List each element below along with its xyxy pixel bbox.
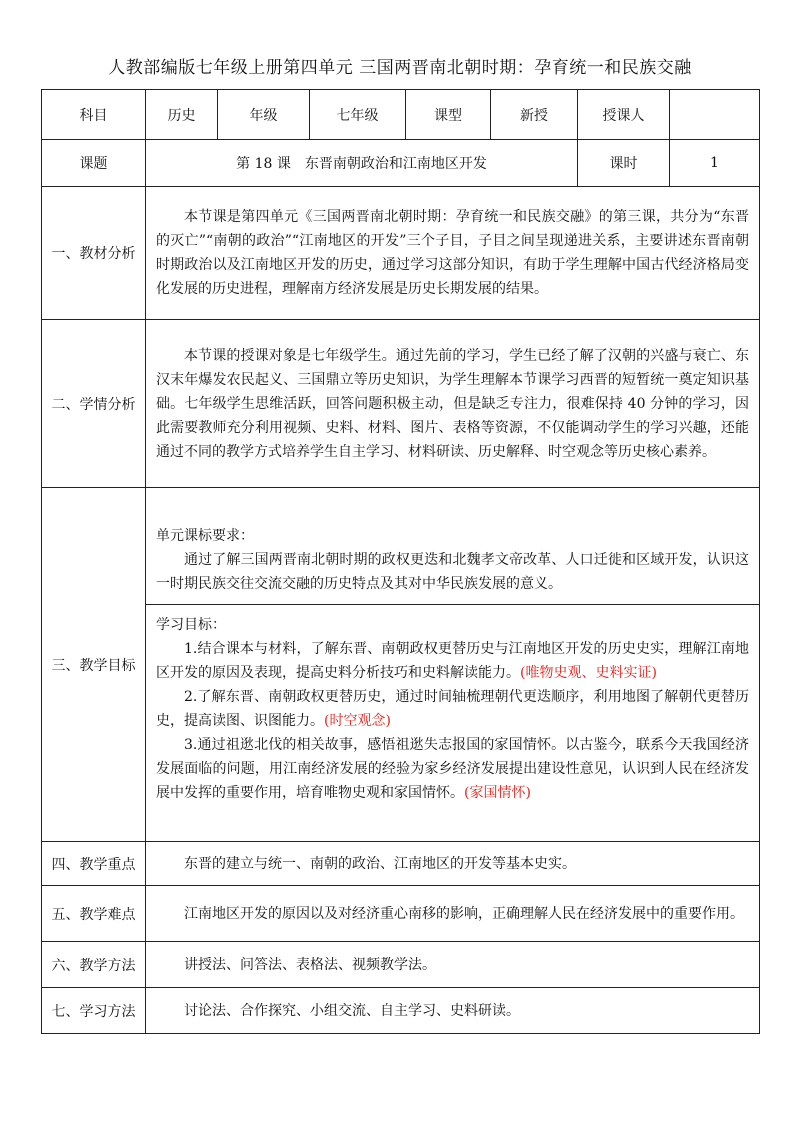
goal-text: 3.通过祖逖北伐的相关故事，感悟祖逖失志报国的家国情怀。以古鉴今，联系今天我国经济发展面临的问题，用江南经济发展的经验为家乡经济发展提出建设性意见，认识到人民在经济发展中发挥的重要作用，培育唯物史观和家国情怀。 — [156, 737, 749, 801]
document-title: 人教部编版七年级上册第四单元 三国两晋南北朝时期：孕育统一和民族交融 — [108, 58, 692, 78]
section-content — [146, 886, 760, 942]
section-content — [146, 942, 760, 988]
lesson-plan-table — [41, 89, 760, 1034]
lesson-type-label: 课型 — [406, 90, 491, 140]
section-content — [146, 988, 760, 1034]
grade-value: 七年级 — [310, 90, 406, 140]
section-label: 五、教学难点 — [42, 886, 146, 942]
lesson-type-value: 新授 — [491, 90, 578, 140]
teacher-value — [670, 90, 760, 140]
period-value: 1 — [670, 140, 760, 187]
literacy-tag: (唯物史观、史料实证) — [520, 665, 657, 681]
period-label: 课时 — [578, 140, 670, 187]
section-difficult-points — [42, 886, 760, 942]
literacy-tag: (时空观念) — [324, 713, 391, 729]
learning-goal-1 — [146, 637, 759, 685]
literacy-tag: (家国情怀) — [464, 785, 531, 801]
section-key-points — [42, 842, 760, 886]
curriculum-standard-heading: 单元课标要求： — [156, 528, 254, 544]
section-label: 三、教学目标 — [42, 488, 146, 842]
section-label: 六、教学方法 — [42, 942, 146, 988]
section-student-analysis — [42, 320, 760, 488]
subject-label: 科目 — [42, 90, 146, 140]
inner-divider — [146, 604, 759, 605]
section-label: 四、教学重点 — [42, 842, 146, 886]
header-row — [42, 90, 760, 140]
section-label: 二、学情分析 — [42, 320, 146, 488]
section-textbook-analysis — [42, 187, 760, 320]
teacher-label: 授课人 — [578, 90, 670, 140]
learning-goals-heading: 学习目标： — [156, 617, 226, 633]
learning-goal-2 — [146, 685, 759, 733]
curriculum-standard-text: 通过了解三国两晋南北朝时期的政权更迭和北魏孝文帝改革、人口迁徙和区域开发，认识这一时期民族交往交流交融的历史特点及其对中华民族发展的意义。 — [156, 552, 749, 592]
section-text: 讨论法、合作探究、小组交流、自主学习、史料研读。 — [184, 1002, 520, 1019]
section-text: 本节课是第四单元《三国两晋南北朝时期：孕育统一和民族交融》的第三课，共分为“东晋的灭亡”“南朝的政治”“江南地区的开发”三个子目，子目之间呈现递进关系，主要讲述东晋南朝时期政治以及江南地区开发的历史，通过学习这部分知识，有助于学生理解中国古代经济格局变化发展的历史进程，理解南方经济发展是历史长期发展的结果。 — [156, 209, 749, 297]
topic-label: 课题 — [42, 140, 146, 187]
section-label: 七、学习方法 — [42, 988, 146, 1034]
section-label: 一、教材分析 — [42, 187, 146, 320]
section-content — [146, 320, 760, 488]
learning-goal-3 — [146, 733, 759, 805]
subject-value: 历史 — [146, 90, 218, 140]
topic-row — [42, 140, 760, 187]
section-teaching-methods — [42, 942, 760, 988]
section-text: 讲授法、问答法、表格法、视频教学法。 — [184, 956, 436, 973]
section-text: 东晋的建立与统一、南朝的政治、江南地区的开发等基本史实。 — [184, 855, 576, 872]
section-content — [146, 488, 760, 842]
section-learning-methods — [42, 988, 760, 1034]
section-text: 江南地区开发的原因以及对经济重心南移的影响，正确理解人民在经济发展中的重要作用。 — [184, 905, 744, 922]
section-content — [146, 842, 760, 886]
topic-value: 第 18 课 东晋南朝政治和江南地区开发 — [146, 140, 578, 187]
goal-text: 1.结合课本与材料，了解东晋、南朝政权更替历史与江南地区开发的历史史实，理解江南地区开发的原因及表现，提高史料分析技巧和史料解读能力。 — [156, 641, 749, 681]
grade-label: 年级 — [218, 90, 310, 140]
section-teaching-goals — [42, 488, 760, 842]
goal-text: 2.了解东晋、南朝政权更替历史，通过时间轴梳理朝代更迭顺序，利用地图了解朝代更替历史，提高读图、识图能力。 — [156, 689, 749, 729]
section-text: 本节课的授课对象是七年级学生。通过先前的学习，学生已经了解了汉朝的兴盛与衰亡、东汉末年爆发农民起义、三国鼎立等历史知识，为学生理解本节课学习西晋的短暂统一奠定知识基础。七年级学生思维活跃，回答问题积极主动，但是缺乏专注力，很难保持 40 分钟的学习，因此需要教师充分利用视频、史料、材料、图片、表格等资源，不仅能调动学生的学习兴趣，还能通过不同的教学方式培养学生自主学习、材料研读、历史解释、时空观念等历史核心素养。 — [156, 347, 749, 460]
section-content — [146, 187, 760, 320]
